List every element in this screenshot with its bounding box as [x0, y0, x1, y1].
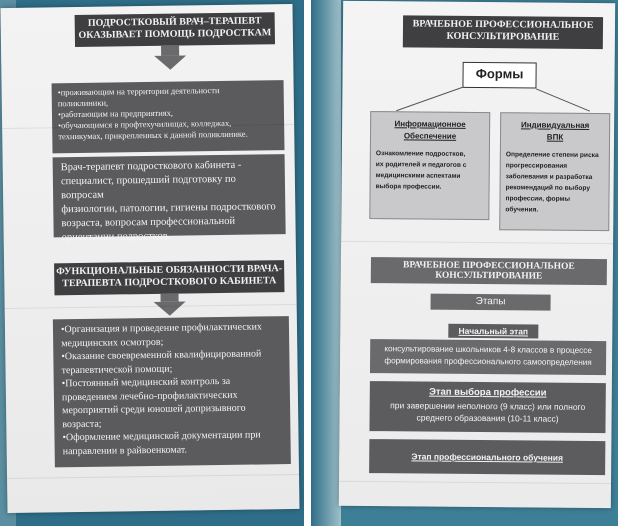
connector-line	[536, 89, 590, 112]
consulting-banner-2-line1: ВРАЧЕБНОЕ ПРОФЕССИОНАЛЬНОЕ	[402, 260, 575, 272]
individual-vpk-title-line2: ВПК	[546, 132, 564, 142]
duties-banner-line2: ТЕРАПЕВТА ПОДРОСТКОВОГО КАБИНЕТА	[62, 275, 277, 290]
individual-vpk-body	[500, 143, 609, 216]
individual-vpk-line: рекомендаций по выбору	[505, 184, 591, 192]
patients-list-item: поликлиники,	[57, 97, 109, 109]
duties-list-item: терапевтической помощи;	[61, 363, 173, 376]
info-support-title-line2: Обеспечение	[403, 131, 457, 141]
right-photo	[311, 0, 618, 526]
print-streak	[341, 241, 613, 244]
individual-vpk-title-line1: Индивидуальная	[520, 120, 590, 130]
duties-list-block	[53, 316, 291, 467]
right-sheet	[339, 1, 615, 508]
doctor-banner	[75, 12, 275, 47]
specialist-paragraph-block	[53, 154, 286, 244]
duties-list-item: направлении в райвоенкомат.	[62, 444, 188, 457]
consulting-banner-line2: КОНСУЛЬТИРОВАНИЕ	[446, 30, 560, 43]
individual-vpk-line: Определение степени риска	[505, 151, 599, 160]
arrow-down-icon	[154, 302, 186, 316]
stage-initial-line2: формирования профессионального самоопределения	[384, 356, 592, 368]
patients-list-item: техникумах, прикрепленных к данной поликлинике.	[58, 128, 248, 142]
stage-choice-line1: при завершении неполного (9 класс) или полного	[390, 400, 586, 412]
duties-list-item: •Организация и проведение профилактических	[60, 321, 262, 336]
info-support-line: их родителей и педагогов с	[375, 161, 467, 169]
paragraph-line: специалист, прошедший подготовку по вопросам	[60, 173, 236, 202]
forms-box: Формы	[462, 62, 536, 89]
patients-list-item: •обучающимся в профтехучилищах, колледжах,	[58, 117, 232, 131]
photo-divider	[304, 0, 311, 526]
consulting-banner-2	[371, 257, 607, 285]
duties-list-item: проведением лечебно-профилактических	[61, 389, 238, 403]
left-photo	[0, 0, 304, 526]
duties-list-item: медицинских осмотров;	[61, 336, 164, 349]
stage-initial-line1: консультирование школьников 4-8 классов в процессе	[384, 344, 592, 356]
patients-list-item: •работающим на предприятиях,	[57, 107, 174, 120]
info-support-title	[371, 112, 489, 143]
duties-list-item: •Оказание своевременной квалифицированной	[61, 348, 262, 363]
duties-banner	[54, 260, 284, 295]
stages-label: Этапы	[431, 294, 551, 311]
individual-vpk-line: заболевания и разработка	[505, 173, 593, 182]
arrow-stem-1	[161, 46, 179, 56]
stage-initial-title: Начальный этап	[448, 324, 538, 339]
stage-initial-block	[370, 339, 606, 375]
duties-list-item: •Постоянный медицинский контроль за	[61, 375, 231, 390]
consulting-banner	[403, 15, 603, 49]
print-streak	[339, 481, 611, 484]
duties-list-item: возраста;	[62, 418, 102, 430]
consulting-banner-line1: ВРАЧЕБНОЕ ПРОФЕССИОНАЛЬНОЕ	[412, 18, 594, 32]
duties-banner-line1: ФУНКЦИОНАЛЬНЫЕ ОБЯЗАННОСТИ ВРАЧА-	[56, 263, 283, 278]
stage-choice-block	[369, 381, 605, 433]
info-support-line: выбора профессии.	[375, 183, 442, 191]
doctor-banner-line1: ПОДРОСТКОВЫЙ ВРАЧ–ТЕРАПЕВТ	[87, 15, 262, 29]
duties-list-item: мероприятий среди юношей допризывного	[62, 402, 246, 417]
individual-vpk-line: профессии, формы обучения.	[505, 195, 571, 214]
duties-list-item: •Оформление медицинской документации при	[62, 429, 261, 444]
paragraph-line: возраста, вопросам профессиональной	[61, 215, 236, 230]
arrow-down-icon	[154, 55, 186, 69]
paragraph-line: физиологии, патологии, гигиены подросткового	[61, 201, 276, 216]
left-sheet	[0, 4, 299, 513]
info-support-line: Ознакомление подростков,	[375, 150, 466, 158]
info-support-line: медицинскими аспектами	[375, 172, 461, 180]
stage-training-title: Этап профессионального обучения	[411, 451, 564, 463]
patients-list-block	[52, 80, 285, 153]
stage-choice-title: Этап выбора профессии	[429, 386, 547, 399]
paragraph-line: ориентации подростков.	[61, 230, 171, 244]
consulting-banner-2-line2: КОНСУЛЬТИРОВАНИЕ	[435, 270, 543, 282]
individual-vpk-line: прогрессирования	[505, 162, 568, 170]
paragraph-line: Врач-терапевт подросткового кабинета -	[60, 159, 242, 174]
connector-line	[396, 87, 462, 111]
arrow-stem-2	[160, 294, 178, 302]
individual-vpk-title	[501, 113, 609, 144]
individual-vpk-card	[499, 112, 610, 231]
doctor-banner-line2: ОКАЗЫВАЕТ ПОМОЩЬ ПОДРОСТКАМ	[78, 27, 272, 41]
stage-choice-line2: среднего образования (10-11 класс)	[416, 412, 559, 424]
info-support-card	[369, 111, 490, 220]
info-support-body	[371, 142, 489, 193]
stage-training-block	[369, 439, 605, 475]
print-streak	[7, 474, 299, 479]
patients-list-item: •проживающим на территории деятельности	[57, 85, 220, 98]
print-streak	[5, 304, 297, 309]
info-support-title-line1: Информационное	[394, 119, 466, 129]
binder-edge	[311, 0, 341, 526]
